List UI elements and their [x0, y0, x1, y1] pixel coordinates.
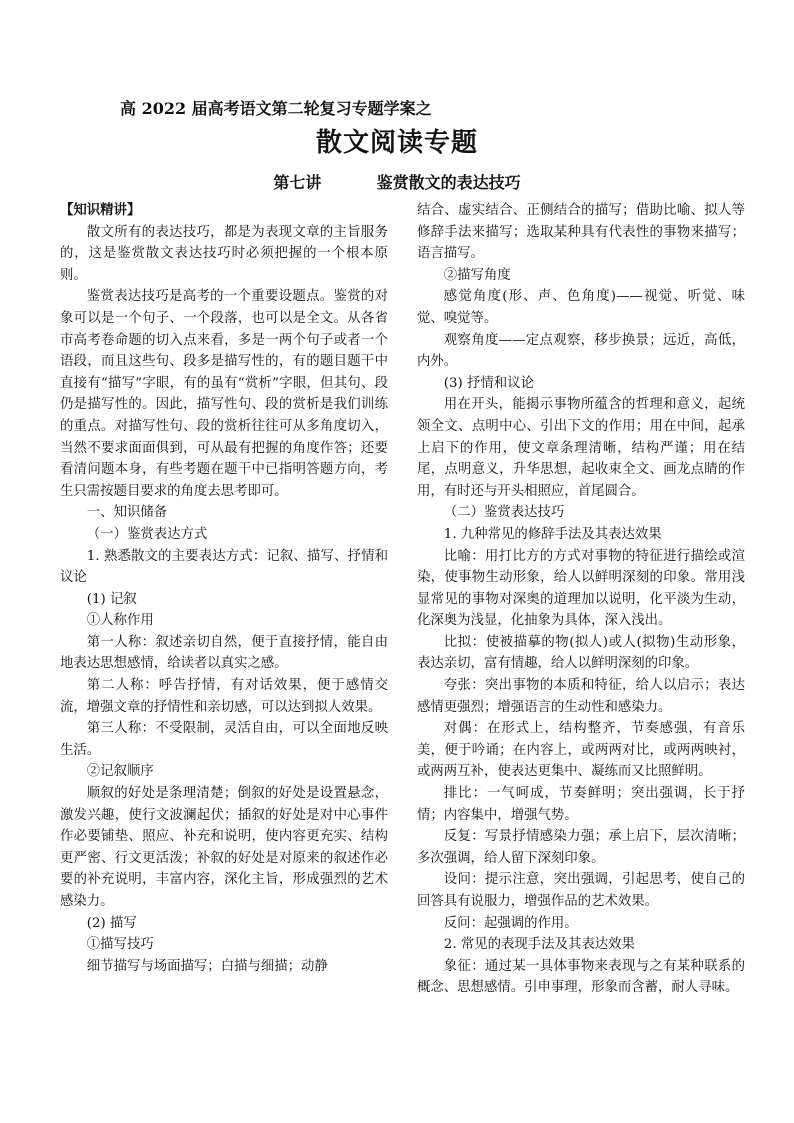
subheading: ②记叙顺序: [86, 764, 154, 780]
subheading: （一）鉴赏表达方式: [86, 526, 208, 542]
subheading: 1. 九种常见的修辞手法及其表达效果: [443, 526, 662, 542]
subheading: (1) 记叙: [86, 591, 137, 607]
paragraph: 第二人称：呼告抒情，有对话效果，便于感情交流，增强文章的抒情性和亲切感，可以达到拟人效果。: [60, 678, 388, 715]
subheading: ①人称作用: [86, 613, 154, 629]
lecture-heading: [0, 170, 794, 193]
page-title: 散文阅读专题: [315, 128, 478, 158]
subheading: 2. 常见的表现手法及其表达效果: [443, 937, 635, 953]
subheading: 1. 熟悉散文的主要表达方式：记叙、描写、抒情和议论: [60, 548, 388, 586]
paragraph: 观察角度——定点观察，移步换景；远近，高低，内外。: [417, 332, 745, 370]
paragraph: 结合、虚实结合、正侧结合的描写；借助比喻、拟人等修辞手法来描写；选取某种具有代表性的事物来描写；语言描写。: [417, 203, 745, 262]
paragraph: 比拟：使被描摹的物(拟人)或人(拟物)生动形象，表达亲切，富有情趣，给人以鲜明深刻的印象。: [417, 634, 745, 672]
lecture-title: 鉴赏散文的表达技巧: [376, 173, 521, 192]
paragraph: 反复：写景抒情感染力强；承上启下，层次清晰；多次强调，给人留下深刻印象。: [417, 829, 745, 866]
paragraph: 顺叙的好处是条理清楚；倒叙的好处是设置悬念，激发兴趣，使行文波澜起伏；插叙的好处是对中心事件作必要铺垫、照应、补充和说明，使内容更充实、结构更严密、行文更活泼；补叙的好处是对原来的叙述作必要的补充说明，丰富内容，深化主旨，形成强烈的艺术感染力。: [60, 786, 388, 909]
paragraph: 设问：提示注意，突出强调，引起思考，使自己的回答具有说服力，增强作品的艺术效果。: [417, 872, 745, 909]
paragraph: 第三人称：不受限制，灵活自由，可以全面地反映生活。: [60, 721, 388, 758]
paragraph: 感觉角度(形、声、色角度)——视觉、听觉、味觉、嗅觉等。: [417, 289, 745, 326]
subheading: 一、知识储备: [86, 505, 168, 521]
paragraph: 排比：一气呵成，节奏鲜明；突出强调，长于抒情；内容集中，增强气势。: [417, 786, 745, 823]
left-column: [60, 200, 388, 977]
paragraph: 对偶：在形式上，结构整齐，节奏感强，有音乐美，便于吟诵；在内容上，或两两对比，或两两映衬，或两两互补，使表达更集中、凝练而又比照鲜明。: [417, 721, 745, 780]
right-column: [417, 200, 745, 999]
paragraph: 夸张：突出事物的本质和特征，给人以启示；表达感情更强烈；增强语言的生动性和感染力。: [417, 678, 745, 715]
subheading: ②描写角度: [443, 267, 511, 283]
subheading: (3) 抒情和议论: [443, 375, 534, 391]
subheading: ①描写技巧: [86, 937, 154, 953]
section-heading: 【知识精讲】: [60, 202, 141, 218]
subheading: (2) 描写: [86, 915, 137, 931]
paragraph: 细节描写与场面描写；白描与细描；动静: [86, 958, 328, 974]
lecture-number: 第七讲: [273, 173, 322, 192]
paragraph: 象征：通过某一具体事物来表现与之有某种联系的概念、思想感情。引申事理，形象而含蓄，耐人寻味。: [417, 958, 745, 996]
header-subtitle: 高 2022 届高考语文第二轮复习专题学案之: [120, 99, 432, 118]
paragraph: 散文所有的表达技巧，都是为表现文章的主旨服务的，这是鉴赏散文表达技巧时必须把握的一个根本原则。: [60, 224, 388, 283]
paragraph: 反问：起强调的作用。: [443, 915, 578, 931]
subheading: （二）鉴赏表达技巧: [443, 505, 565, 521]
paragraph: 比喻：用打比方的方式对事物的特征进行描绘或渲染，使事物生动形象，给人以鲜明深刻的印象。常用浅显常见的事物对深奥的道理加以说明，化平淡为生动，化深奥为浅显，化抽象为具体，深入浅出。: [417, 548, 745, 629]
paragraph: 用在开头，能揭示事物所蕴含的哲理和意义，起统领全文、点明中心、引出下文的作用；用在中间，起承上启下的作用，使文章条理清晰，结构严谨；用在结尾，点明意义，升华思想，起收束全文、画龙点睛的作用，有时还与开头相照应，首尾圆合。: [417, 397, 745, 499]
paragraph: 第一人称：叙述亲切自然，便于直接抒情，能自由地表达思想感情，给读者以真实之感。: [60, 634, 388, 672]
paragraph: 鉴赏表达技巧是高考的一个重要设题点。鉴赏的对象可以是一个句子、一个段落，也可以是全文。从各省市高考卷命题的切入点来看，多是一两个句子或者一个语段，而且这些句、段多是描写性的，有的题目题干中直接有“描写”字眼，有的虽有“赏析”字眼，但其句、段仍是描写性的。因此，描写性句、段的赏析是我们训练的重点。对描写性句、段的赏析往往可从多角度切入，当然不要求面面俱到，可从最有把握的角度作答；还要看清问题本身，有些考题在题干中已指明答题方向，考生只需按题目要求的角度去思考即可。: [60, 289, 388, 499]
